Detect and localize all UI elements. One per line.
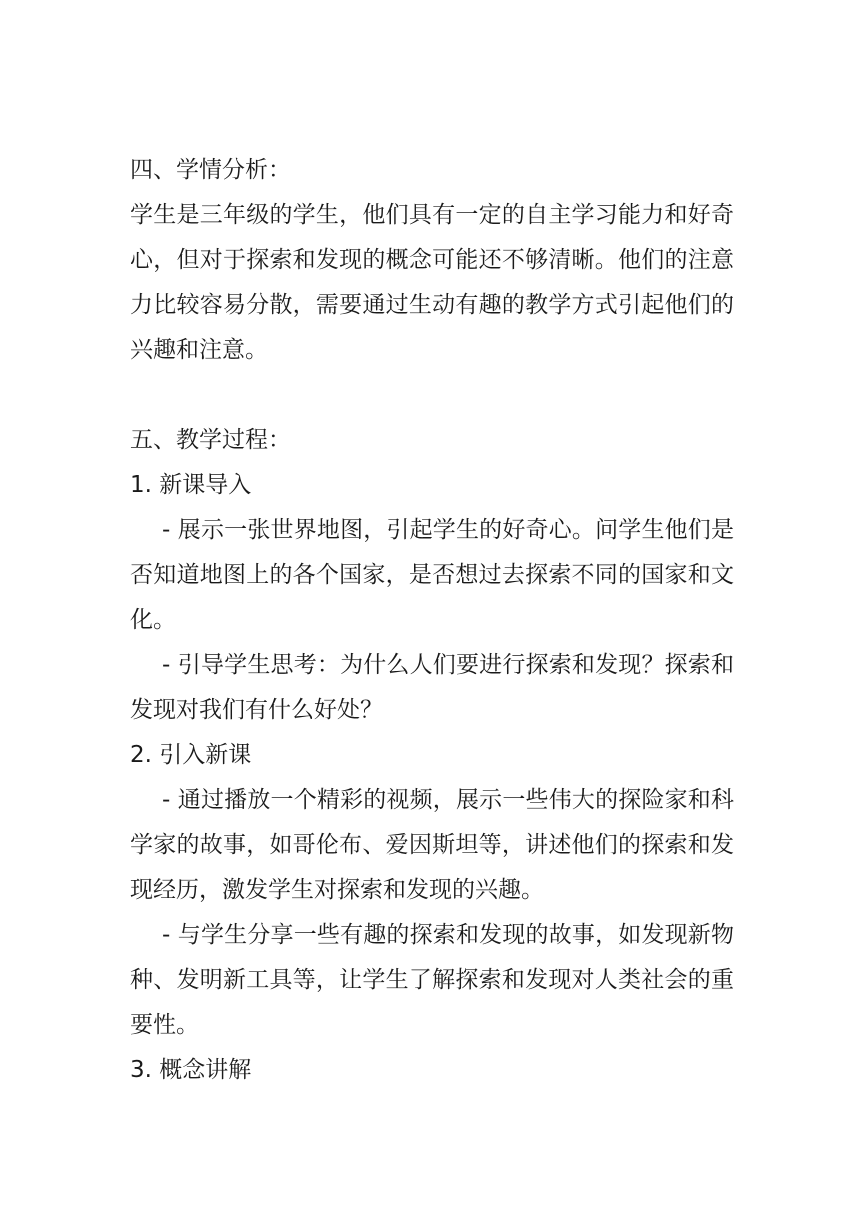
document-page: [130, 148, 734, 1093]
bullet-line: - 通过播放一个精彩的视频，展示一些伟大的探险家和科: [162, 787, 734, 813]
bullet-line: 否知道地图上的各个国家，是否想过去探索不同的国家和文: [130, 562, 734, 588]
section-heading: 四、学情分析：: [130, 157, 291, 183]
blank-line: [130, 373, 734, 418]
list-item-title: 2. 引入新课: [130, 742, 252, 768]
paragraph-line: 心，但对于探索和发现的概念可能还不够清晰。他们的注意: [130, 247, 734, 273]
paragraph-line: 兴趣和注意。: [130, 337, 268, 363]
bullet-line: - 与学生分享一些有趣的探索和发现的故事，如发现新物: [162, 922, 734, 948]
paragraph-line: 力比较容易分散，需要通过生动有趣的教学方式引起他们的: [130, 292, 734, 318]
bullet-line: 种、发明新工具等，让学生了解探索和发现对人类社会的重: [130, 967, 734, 993]
section-heading: 五、教学过程：: [130, 427, 291, 453]
list-item-title: 1. 新课导入: [130, 472, 252, 498]
paragraph-line: 学生是三年级的学生，他们具有一定的自主学习能力和好奇: [130, 202, 734, 228]
bullet-line: - 展示一张世界地图，引起学生的好奇心。问学生他们是: [162, 517, 734, 543]
bullet-line: 化。: [130, 607, 176, 633]
bullet-line: - 引导学生思考：为什么人们要进行探索和发现？探索和: [162, 652, 734, 678]
list-item-title: 3. 概念讲解: [130, 1057, 252, 1083]
bullet-line: 发现对我们有什么好处？: [130, 697, 383, 723]
bullet-line: 学家的故事，如哥伦布、爱因斯坦等，讲述他们的探索和发: [130, 832, 734, 858]
bullet-line: 现经历，激发学生对探索和发现的兴趣。: [130, 877, 544, 903]
bullet-line: 要性。: [130, 1012, 199, 1038]
